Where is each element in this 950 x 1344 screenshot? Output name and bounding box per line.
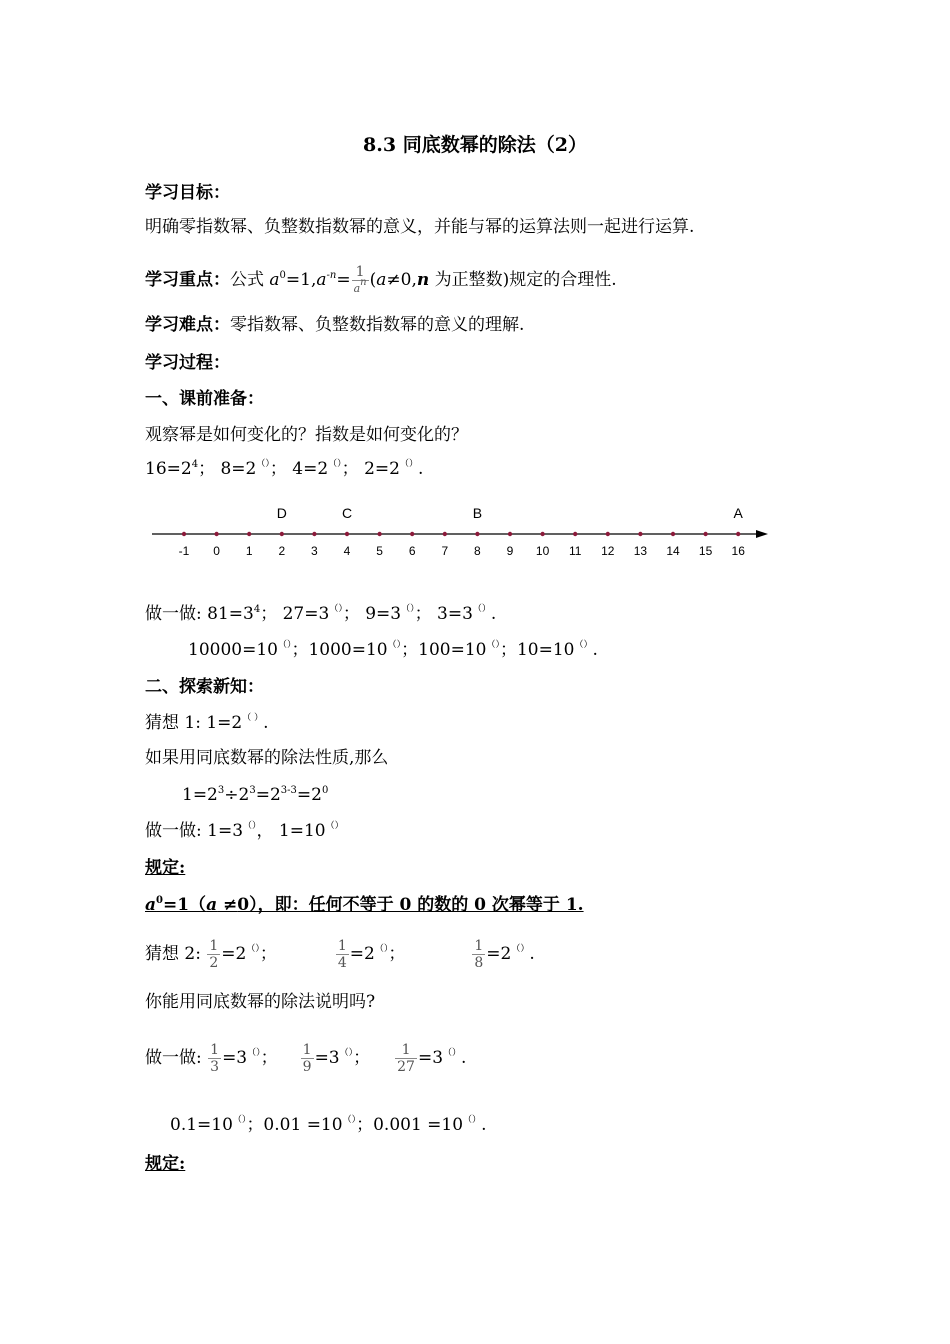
decimals-line: 0.1=10（）；0.01 =10（）；0.001 =10（）. xyxy=(170,1115,487,1135)
if-text: 如果用同底数幂的除法性质,那么 xyxy=(145,748,389,768)
tick-label: 9 xyxy=(506,544,514,558)
difficulty-heading: 学习难点： xyxy=(145,315,230,335)
number-line-point xyxy=(410,532,414,536)
number-line-point-labels xyxy=(277,505,744,521)
tick-label: 0 xyxy=(213,544,220,558)
number-line-point xyxy=(475,532,479,536)
number-line-point xyxy=(540,532,544,536)
tick-label: 4 xyxy=(343,544,351,558)
fraction: $\frac{1}{3}$ xyxy=(210,1042,220,1075)
rule2-heading: 规定: xyxy=(145,1154,186,1174)
guess2-line: 猜想 2: $\frac{1}{2}$ =2（）； $\frac{1}{4}$ =2（）； $\frac{1}{8}$ =2（）. xyxy=(145,938,535,971)
number-line-point xyxy=(443,532,447,536)
tick-label: 12 xyxy=(601,544,615,558)
number-line-point xyxy=(280,532,284,536)
number-line-point xyxy=(312,532,316,536)
rule-text: $a^0=1(a \ne 0)$，即：任何不等于 0 的数的 0 次幂等于 1. xyxy=(145,895,584,915)
fraction: $\frac{1}{8}$ xyxy=(474,938,484,971)
number-line-point xyxy=(377,532,381,536)
tick-label: 10 xyxy=(535,544,550,558)
section1-question: 观察幂是如何变化的？指数是如何变化的？ xyxy=(145,425,468,445)
try2-line: 做一做: 1=3（）， 1=10（） xyxy=(145,821,344,841)
rule-heading: 规定: xyxy=(145,858,186,878)
section1-heading: 一、课前准备： xyxy=(145,389,264,409)
number-line-point xyxy=(345,532,349,536)
number-line-point xyxy=(247,532,251,536)
number-line xyxy=(148,498,773,568)
tick-label: 11 xyxy=(568,544,582,558)
tick-label: 1 xyxy=(245,544,253,558)
number-line-point xyxy=(606,532,610,536)
tick-label: 14 xyxy=(666,544,680,558)
point-label: A xyxy=(733,505,743,521)
point-label: D xyxy=(276,505,287,521)
tick-label: 15 xyxy=(698,544,713,558)
number-line-point xyxy=(638,532,642,536)
number-line-point xyxy=(573,532,577,536)
try1-line1: 做一做: $81=3^4$； 27=3（）； 9=3（）； 3=3（）. xyxy=(145,604,497,624)
tick-label: 2 xyxy=(278,544,286,558)
tick-label: 8 xyxy=(474,544,481,558)
number-line-point xyxy=(508,532,512,536)
number-line-point xyxy=(736,532,740,536)
derivation-line: $1=2^3\div 2^3=2^{3-3}=2^0$ xyxy=(182,785,329,805)
number-line-point xyxy=(703,532,707,536)
fraction: $\frac{1}{27}$ xyxy=(397,1042,415,1075)
number-line-point xyxy=(182,532,186,536)
fraction: $\frac{1}{2}$ xyxy=(209,938,219,971)
try1-line2: 10000=10（）；1000=10（）；100=10（）；10=10（）. xyxy=(188,640,598,660)
tick-label: 13 xyxy=(633,544,648,558)
try3-line: 做一做: $\frac{1}{3}$ =3（）； $\frac{1}{9}$ =3（）； $\frac{1}{27}$ =3（）. xyxy=(145,1042,467,1075)
tick-label: 6 xyxy=(408,544,416,558)
tick-label: 16 xyxy=(731,544,745,558)
number-line-tick-labels xyxy=(179,544,746,558)
fraction: $\frac{1}{9}$ xyxy=(302,1042,312,1075)
arrow-icon xyxy=(756,530,768,538)
process-heading: 学习过程： xyxy=(145,353,230,373)
question2: 你能用同底数幂的除法说明吗? xyxy=(145,992,376,1012)
point-label: B xyxy=(472,505,483,521)
goal-text: 明确零指数幂、负整数指数幂的意义，并能与幂的运算法则一起进行运算. xyxy=(145,217,695,237)
goal-heading: 学习目标： xyxy=(145,183,230,203)
section2-heading: 二、探索新知： xyxy=(145,677,264,697)
difficulty-line: 学习难点：零指数幂、负整数指数幂的意义的理解. xyxy=(145,315,525,335)
guess1-line: 猜想 1: 1=2（ ）. xyxy=(145,713,269,733)
key-point-heading: 学习重点： xyxy=(145,270,230,290)
number-line-point xyxy=(214,532,218,536)
powers-of-two-line: $16=2^4$； 8=2（）； 4=2（）； 2=2（）. xyxy=(145,459,424,479)
tick-label: 7 xyxy=(441,544,449,558)
tick-label: -1 xyxy=(178,544,190,558)
point-label: C xyxy=(341,505,353,521)
page-title: 8.3 同底数幂的除法（2） xyxy=(363,134,587,156)
tick-label: 3 xyxy=(311,544,318,558)
number-line-point xyxy=(671,532,675,536)
key-point-line: 学习重点：公式 $a^0=1,a^{-n}=$ $\frac{1}{a^n}$ (a≠0,n 为正整数)规定的合理性. xyxy=(145,264,617,295)
fraction: $\frac{1}{a^n}$ xyxy=(353,264,367,295)
tick-label: 5 xyxy=(376,544,383,558)
fraction: $\frac{1}{4}$ xyxy=(337,938,347,971)
